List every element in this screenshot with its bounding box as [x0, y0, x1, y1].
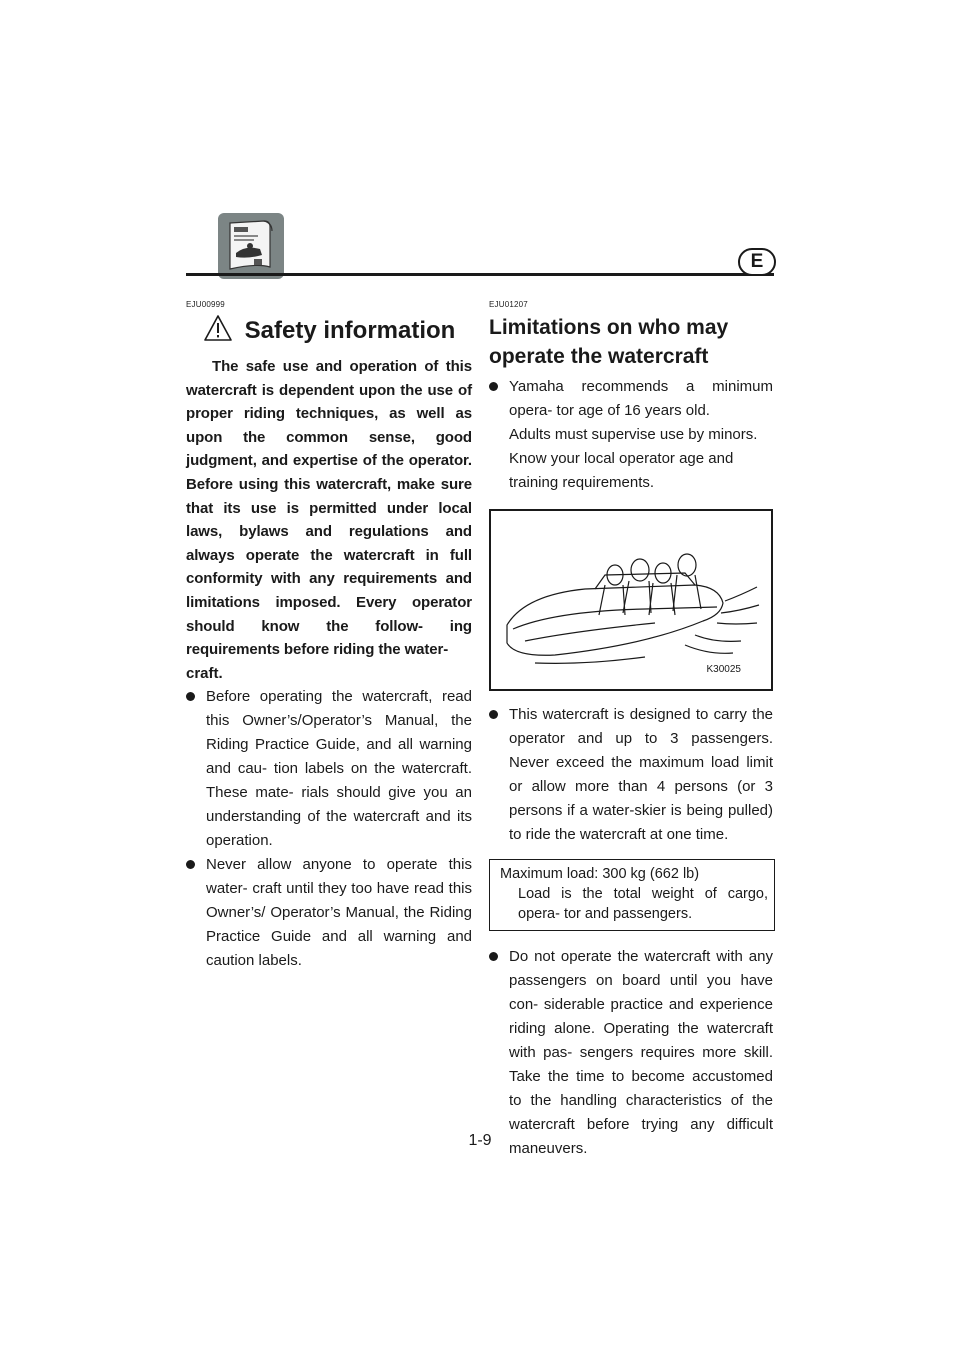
bullet-icon: [186, 860, 195, 869]
sub-text: Adults must supervise use by minors.: [509, 426, 758, 443]
operator-limitations-section: [489, 300, 773, 1161]
limitations-bullet-list: [489, 945, 773, 1161]
list-item-text: Before operating the watercraft, read this Owner’s/Operator’s Manual, the Riding Practice Guide, and all warning and cau- tion labels on the watercraft. These mate- rials should give you an understanding of the watercraft and its operation.: [206, 688, 472, 850]
sub-text: Know your local operator age and training requirements.: [509, 450, 734, 491]
intro-paragraph: The safe use and operation of this watercraft is dependent upon the use of proper riding techniques, as well as upon the common sense, good judgment, and expertise of the operator. Before using this watercraft, make sure that its use is permitted under local laws, bylaws and regulations and always operate the watercraft in full conformity with any requirements and limitations imposed. Every operator should know the follow- ing requirements before riding the water-: [186, 358, 472, 659]
bullet-icon: [186, 692, 195, 701]
safety-bullet-list: [186, 685, 472, 973]
warning-triangle-icon: [203, 314, 233, 349]
figure-code: K30025: [706, 664, 741, 675]
list-item: [489, 945, 773, 1161]
bullet-icon: [489, 710, 498, 719]
list-item-text: Yamaha recommends a minimum opera- tor age of 16 years old.: [509, 378, 773, 419]
list-item-text: This watercraft is designed to carry the operator and up to 3 passengers. Never exceed the maximum load limit or allow more than 4 persons (or 3 persons if a water-skier is being pulled) to ride the watercraft at one time.: [509, 706, 773, 843]
list-item: [489, 703, 773, 847]
load-limit-text: Maximum load: 300 kg (662 lb): [500, 866, 700, 882]
list-item: [186, 853, 472, 973]
section-code: EJU01207: [489, 300, 528, 309]
section-title-line: operate the watercraft: [489, 345, 709, 368]
limitations-bullet-list: [489, 375, 773, 423]
watercraft-illustration: [489, 509, 773, 691]
bullet-icon: [489, 952, 498, 961]
language-badge: E: [738, 248, 776, 276]
list-item-text: Do not operate the watercraft with any passengers on board until you have con- siderable practice and experience riding alone. Operating the watercraft with pas- sengers requires more skill. Take the time to become accustomed to the handling characteristics of the watercraft before trying any difficult maneuvers.: [509, 948, 773, 1157]
safety-information-section: [186, 300, 472, 973]
page-number: 1-9: [468, 1132, 492, 1149]
intro-paragraph-end: craft.: [186, 664, 223, 682]
maximum-load-box: [489, 859, 775, 931]
section-title-text: Safety information: [244, 317, 456, 344]
section-title: [489, 313, 773, 371]
watercraft-drawing: [495, 515, 767, 685]
limitations-bullet-list: [489, 703, 773, 847]
load-definition-text: Load is the total weight of cargo, opera- tor and passengers.: [518, 886, 768, 922]
header-rule: [186, 273, 774, 276]
manual-book-icon: [218, 213, 284, 279]
list-item: [489, 375, 773, 423]
section-code: EJU00999: [186, 300, 225, 309]
list-item: [186, 685, 472, 853]
list-item-text: Never allow anyone to operate this water- craft until they too have read this Owner’s/ Operator’s Manual, the Riding Practice Guide and all warning and caution labels.: [206, 856, 472, 970]
section-title-line: Limitations on who may: [489, 316, 729, 339]
section-title: [186, 313, 472, 349]
bullet-icon: [489, 382, 498, 391]
